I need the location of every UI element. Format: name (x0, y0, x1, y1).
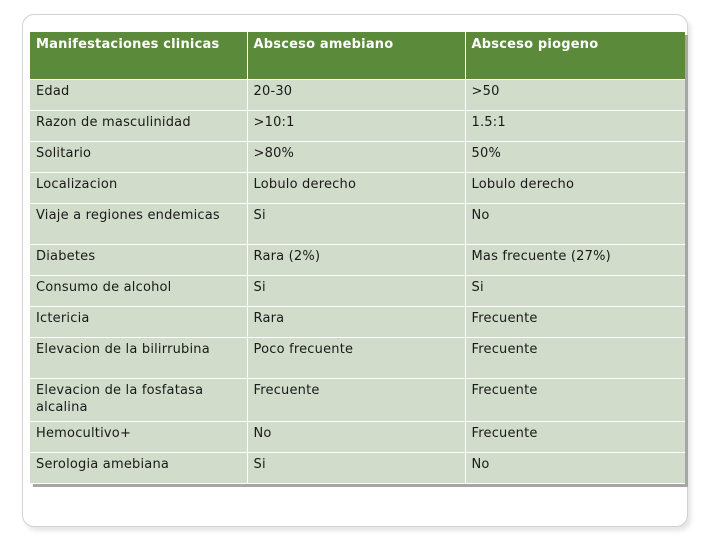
amebiano-value: Si (247, 203, 465, 244)
comparison-table (30, 32, 685, 484)
row-label: Razon de masculinidad (30, 110, 247, 141)
table-row (30, 141, 685, 172)
table-row (30, 79, 685, 110)
amebiano-value: Si (247, 452, 465, 483)
piogeno-value: Mas frecuente (27%) (465, 245, 685, 276)
row-label: Edad (30, 79, 247, 110)
amebiano-value: Si (247, 276, 465, 307)
table-row (30, 452, 685, 483)
piogeno-value: Frecuente (465, 379, 685, 421)
table-row (30, 110, 685, 141)
row-label: Elevacion de la bilirrubina (30, 338, 247, 379)
table-row (30, 245, 685, 276)
piogeno-value: No (465, 203, 685, 244)
piogeno-value: 50% (465, 141, 685, 172)
header-absceso-piogeno: Absceso piogeno (465, 32, 685, 79)
amebiano-value: Rara (247, 307, 465, 338)
header-absceso-amebiano: Absceso amebiano (247, 32, 465, 79)
piogeno-value: >50 (465, 79, 685, 110)
piogeno-value: No (465, 452, 685, 483)
table-row (30, 421, 685, 452)
table-container (30, 32, 685, 484)
piogeno-value: 1.5:1 (465, 110, 685, 141)
piogeno-value: Lobulo derecho (465, 172, 685, 203)
row-label: Hemocultivo+ (30, 421, 247, 452)
table-row (30, 338, 685, 379)
piogeno-value: Si (465, 276, 685, 307)
header-manifestaciones: Manifestaciones clinicas (30, 32, 247, 79)
table-row (30, 203, 685, 244)
piogeno-value: Frecuente (465, 421, 685, 452)
amebiano-value: >10:1 (247, 110, 465, 141)
amebiano-value: Lobulo derecho (247, 172, 465, 203)
table-row (30, 276, 685, 307)
piogeno-value: Frecuente (465, 307, 685, 338)
amebiano-value: No (247, 421, 465, 452)
row-label: Localizacion (30, 172, 247, 203)
amebiano-value: Poco frecuente (247, 338, 465, 379)
table-row (30, 379, 685, 421)
row-label: Elevacion de la fosfatasa alcalina (30, 379, 247, 421)
table-row (30, 307, 685, 338)
amebiano-value: 20-30 (247, 79, 465, 110)
row-label: Viaje a regiones endemicas (30, 203, 247, 244)
amebiano-value: >80% (247, 141, 465, 172)
row-label: Solitario (30, 141, 247, 172)
row-label: Consumo de alcohol (30, 276, 247, 307)
row-label: Diabetes (30, 245, 247, 276)
amebiano-value: Rara (2%) (247, 245, 465, 276)
header-row (30, 32, 685, 79)
table-row (30, 172, 685, 203)
row-label: Serologia amebiana (30, 452, 247, 483)
row-label: Ictericia (30, 307, 247, 338)
piogeno-value: Frecuente (465, 338, 685, 379)
amebiano-value: Frecuente (247, 379, 465, 421)
